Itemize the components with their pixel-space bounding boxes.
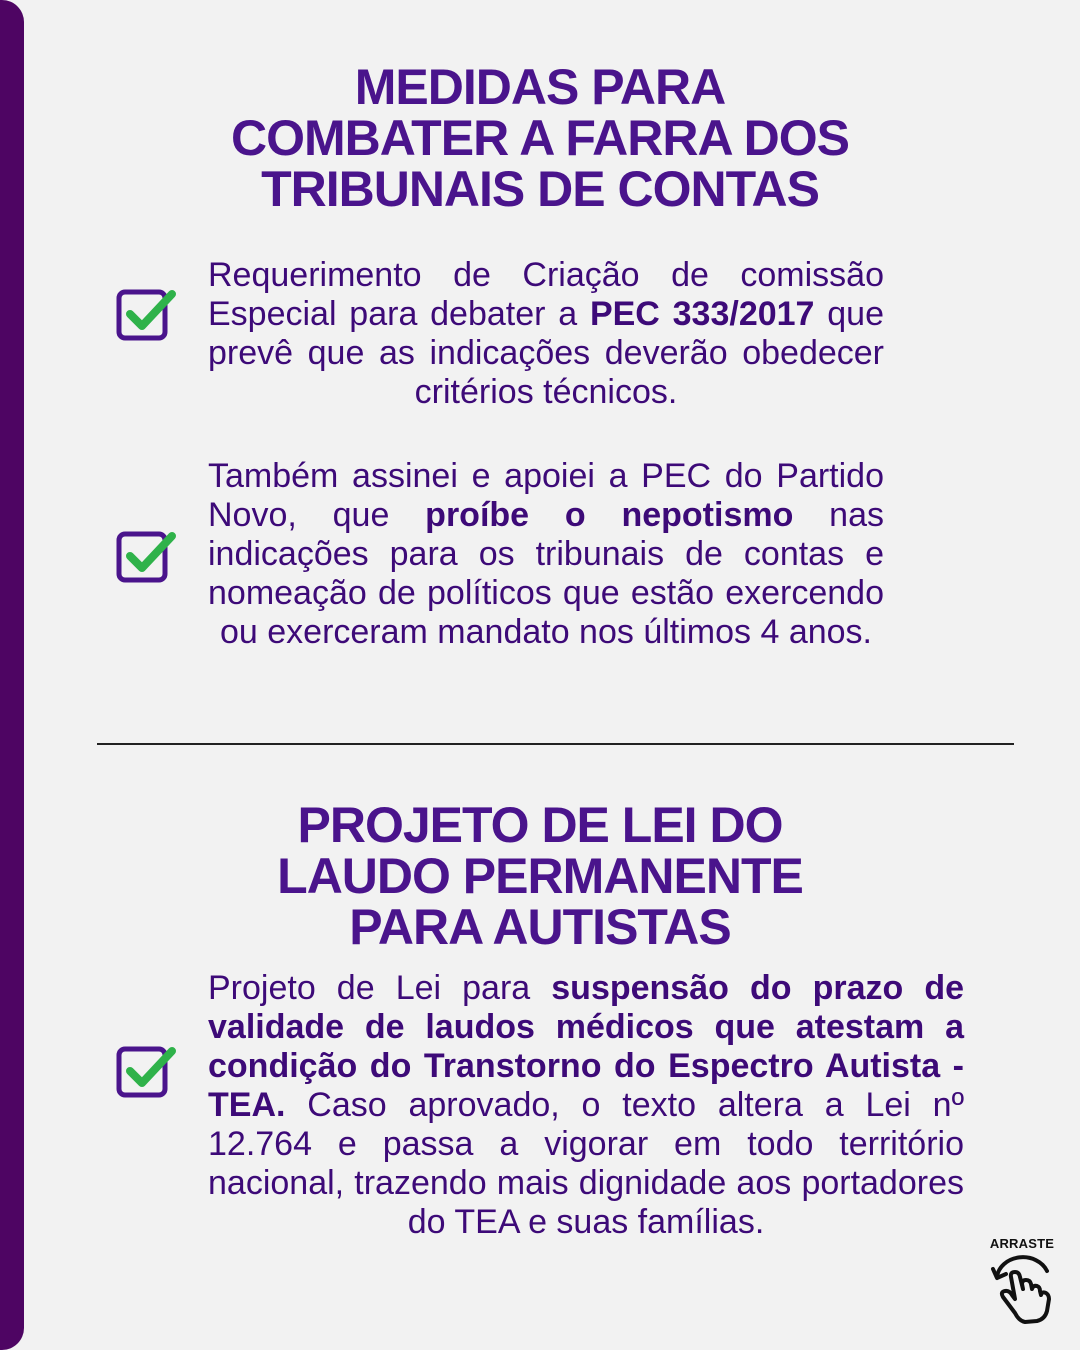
item-text: que prevê que as indicações deverão obedecer critérios técnicos. bbox=[208, 295, 884, 411]
checkbox-checked-icon bbox=[116, 286, 178, 342]
item-bold-text: suspensão do prazo de validade de laudos médicos que atestam a condição do Transtorno do Espectro Autista - TEA. bbox=[208, 969, 964, 1124]
item-text: Caso aprovado, o texto altera a Lei nº 12.764 e passa a vigorar em todo território nacional, trazendo mais dignidade aos portadores do TEA e suas famílias. bbox=[208, 1086, 964, 1241]
item-text: nas indicações para os tribunais de contas e nomeação de políticos que estão exercendo ou exerceram mandato nos últimos 4 anos. bbox=[208, 496, 884, 651]
measure-item-pec-333 bbox=[208, 256, 884, 412]
section-divider bbox=[97, 743, 1014, 745]
checkbox-checked-icon bbox=[116, 1043, 178, 1099]
section-title-tribunais bbox=[150, 59, 930, 217]
measure-item-laudo-tea bbox=[208, 969, 964, 1242]
title-line: LAUDO PERMANENTE bbox=[277, 848, 803, 904]
side-accent-bar bbox=[0, 0, 24, 1350]
title-line bbox=[150, 110, 930, 166]
item-bold-text: proíbe o nepotismo bbox=[425, 496, 794, 534]
item-bold-text: PEC 333/2017 bbox=[589, 295, 815, 333]
measure-item-nepotismo bbox=[208, 457, 884, 652]
title-line: TRIBUNAIS DE CONTAS bbox=[261, 161, 819, 217]
item-text: Projeto de Lei para bbox=[208, 969, 552, 1007]
item-text: Também assinei e apoiei a PEC do Partido Novo, que bbox=[208, 457, 884, 534]
swipe-hand-icon bbox=[987, 1251, 1057, 1325]
title-line: MEDIDAS PARA bbox=[354, 59, 726, 115]
swipe-label: ARRASTE bbox=[989, 1236, 1055, 1251]
section-title-laudo bbox=[150, 797, 930, 955]
title-line: PROJETO DE LEI DO bbox=[297, 797, 783, 853]
title-line: PARA AUTISTAS bbox=[349, 899, 731, 955]
title-bold-part: FARRA DOS bbox=[565, 110, 849, 166]
title-normal-part: COMBATER A bbox=[231, 110, 566, 166]
checkbox-checked-icon bbox=[116, 528, 178, 584]
item-text: Requerimento de Criação de comissão Especial para debater a bbox=[208, 256, 884, 333]
swipe-hint bbox=[982, 1236, 1062, 1332]
